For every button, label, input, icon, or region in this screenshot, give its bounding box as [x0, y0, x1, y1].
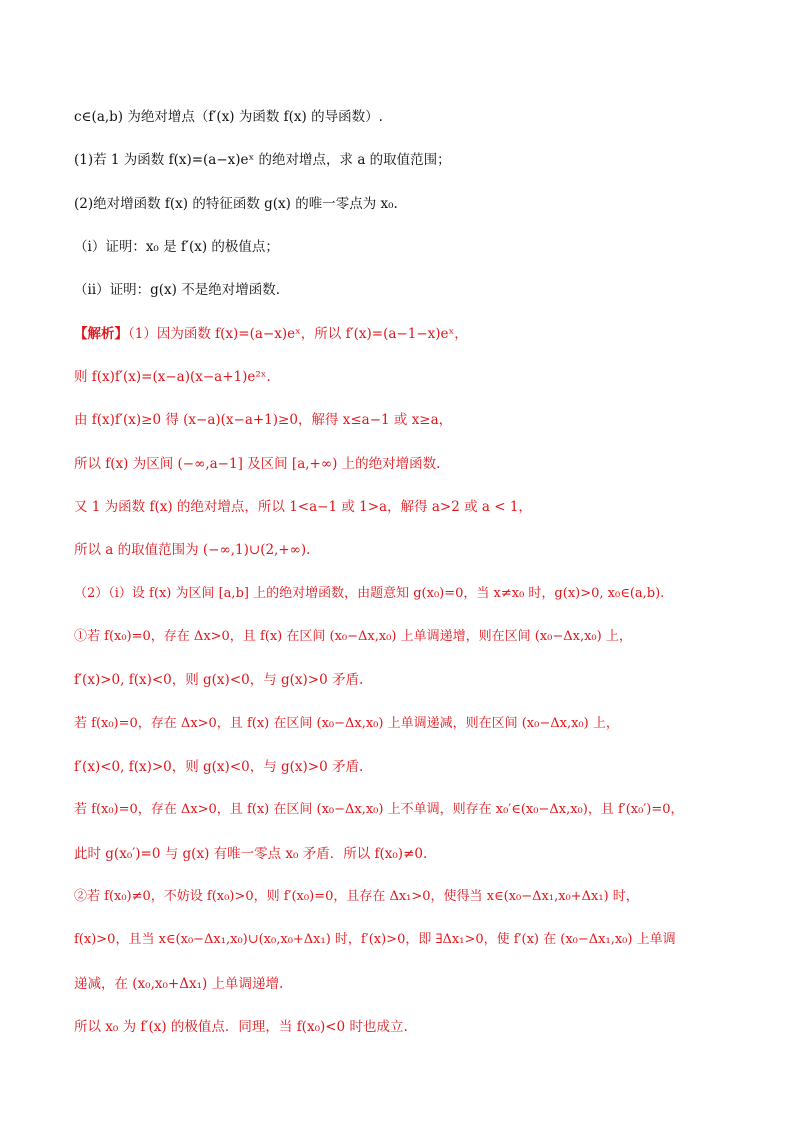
problem-part-2-ii: （ⅱ）证明：g(x) 不是绝对增函数. [74, 282, 281, 298]
problem-part-1: (1)若 1 为函数 f(x)=(a−x)eˣ 的绝对增点，求 a 的取值范围； [74, 152, 451, 168]
solution-tag: 【解析】 [74, 326, 128, 342]
solution-line-3: 由 f(x)f′(x)≥0 得 (x−a)(x−a+1)≥0，解得 x≤a−1 或 x≥a， [74, 412, 453, 428]
solution-line-13: 此时 g(x₀′)=0 与 g(x) 有唯一零点 x₀ 矛盾．所以 f(x₀)≠0. [74, 846, 428, 862]
problem-part-2-i: （ⅰ）证明：x₀ 是 f′(x) 的极值点； [74, 239, 279, 255]
solution-line-11: f′(x)<0, f(x)>0，则 g(x)<0，与 g(x)>0 矛盾. [74, 759, 364, 775]
solution-line-5: 又 1 为函数 f(x) 的绝对增点，所以 1<a−1 或 1>a，解得 a>2 或 a < 1， [74, 499, 532, 515]
solution-line-15: f(x)>0，且当 x∈(x₀−Δx₁,x₀)∪(x₀,x₀+Δx₁) 时，f′(x)>0，即 ∃Δx₁>0，使 f′(x) 在 (x₀−Δx₁,x₀) 上单调 [74, 932, 676, 947]
solution-line-17: 所以 x₀ 为 f′(x) 的极值点．同理，当 f(x₀)<0 时也成立. [74, 1019, 408, 1035]
solution-line-4: 所以 f(x) 为区间 (−∞,a−1] 及区间 [a,+∞) 上的绝对增函数. [74, 456, 441, 472]
solution-line-7: （2）（ⅰ）设 f(x) 为区间 [a,b] 上的绝对增函数，由题意知 g(x₀)=0，当 x≠x₀ 时，g(x)>0, x₀∈(a,b). [74, 586, 665, 601]
problem-part-2: (2)绝对增函数 f(x) 的特征函数 g(x) 的唯一零点为 x₀. [74, 196, 398, 212]
solution-line-6: 所以 a 的取值范围为 (−∞,1)∪(2,+∞). [74, 542, 311, 558]
solution-line-8: ①若 f(x₀)=0，存在 Δx>0，且 f(x) 在区间 (x₀−Δx,x₀) 上单调递增，则在区间 (x₀−Δx,x₀) 上， [74, 629, 632, 644]
solution-line-2: 则 f(x)f′(x)=(x−a)(x−a+1)e²ˣ. [74, 369, 271, 385]
solution-line-10: 若 f(x₀)=0，存在 Δx>0，且 f(x) 在区间 (x₀−Δx,x₀) 上单调递减，则在区间 (x₀−Δx,x₀) 上， [74, 716, 619, 731]
solution-line-14: ②若 f(x₀)≠0，不妨设 f(x₀)>0，则 f′(x₀)=0，且存在 Δx₁>0，使得当 x∈(x₀−Δx₁,x₀+Δx₁) 时， [74, 889, 639, 904]
solution-line-9: f′(x)>0, f(x)<0，则 g(x)<0，与 g(x)>0 矛盾. [74, 672, 364, 688]
problem-intro-line: c∈(a,b) 为绝对增点（f′(x) 为函数 f(x) 的导函数）. [74, 109, 383, 125]
solution-line-12: 若 f(x₀)=0，存在 Δx>0，且 f(x) 在区间 (x₀−Δx,x₀) 上不单调，则存在 x₀′∈(x₀−Δx,x₀)，且 f′(x₀′)=0， [74, 802, 684, 817]
solution-line-16: 递减，在 (x₀,x₀+Δx₁) 上单调递增. [74, 976, 284, 992]
solution-line-1: 【解析】（1）因为函数 f(x)=(a−x)eˣ，所以 f′(x)=(a−1−x)eˣ， [74, 326, 468, 342]
